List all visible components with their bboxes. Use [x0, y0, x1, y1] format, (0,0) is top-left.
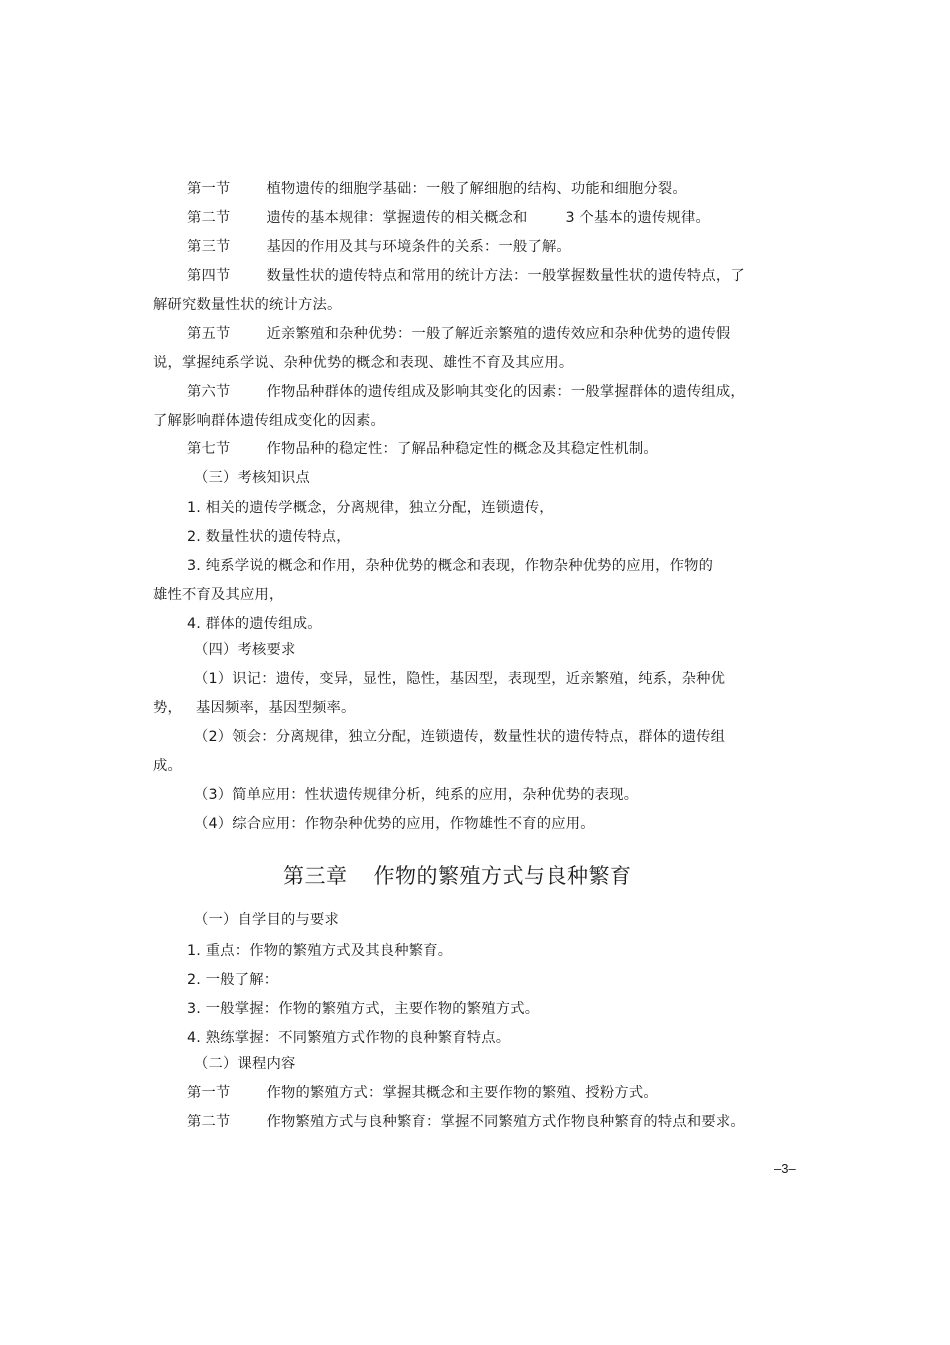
- page-number: –3–: [774, 1161, 796, 1176]
- section-label: 第二节: [187, 210, 231, 226]
- section-3-line: [187, 237, 571, 257]
- chapter-heading: [283, 862, 632, 890]
- requirement-1: （1）识记：遗传，变异，显性，隐性，基因型，表现型，近亲繁殖，纯系，杂种优: [194, 671, 726, 687]
- section-text: 作物品种的稳定性：了解品种稳定性的概念及其稳定性机制。: [266, 441, 658, 457]
- section-label: 第二节: [187, 1114, 231, 1130]
- section-label: 第六节: [187, 384, 231, 400]
- section-text: 数量性状的遗传特点和常用的统计方法：一般掌握数量性状的遗传特点，了: [266, 268, 745, 284]
- goal-item-2: 2. 一般了解：: [187, 972, 279, 988]
- section-text: 作物繁殖方式与良种繁育：掌握不同繁殖方式作物良种繁育的特点和要求。: [266, 1114, 745, 1130]
- section-label: 第七节: [187, 441, 231, 457]
- requirement-1-fragment: 基因频率，基因型频率。: [196, 700, 356, 716]
- chapter-title: 作物的繁殖方式与良种繁育: [373, 864, 632, 888]
- knowledge-item-3-continuation: 雄性不育及其应用，: [153, 587, 284, 603]
- section-label: 第四节: [187, 268, 231, 284]
- requirement-2: （2）领会：分离规律，独立分配，连锁遗传，数量性状的遗传特点，群体的遗传组: [194, 729, 726, 745]
- section-6-line: [187, 382, 745, 402]
- knowledge-item-2: 2. 数量性状的遗传特点，: [187, 529, 351, 545]
- course-section-2: [187, 1112, 745, 1132]
- requirement-3: （3）简单应用：性状遗传规律分析，纯系的应用，杂种优势的表现。: [194, 787, 639, 803]
- section-2-line: [187, 208, 710, 228]
- section-text: 作物的繁殖方式：掌握其概念和主要作物的繁殖、授粉方式。: [266, 1085, 658, 1101]
- section-text: 作物品种群体的遗传组成及影响其变化的因素：一般掌握群体的遗传组成，: [266, 384, 745, 400]
- knowledge-item-1: 1. 相关的遗传学概念，分离规律，独立分配，连锁遗传，: [187, 500, 554, 516]
- heading-knowledge-points: （三）考核知识点: [194, 470, 310, 486]
- section-6-continuation: 了解影响群体遗传组成变化的因素。: [153, 413, 385, 429]
- section-7-line: [187, 439, 658, 459]
- heading-course-content: （二）课程内容: [194, 1056, 296, 1072]
- chapter-number: 第三章: [283, 864, 348, 888]
- heading-study-goals: （一）自学目的与要求: [194, 912, 339, 928]
- course-section-1: [187, 1083, 658, 1103]
- heading-requirements: （四）考核要求: [194, 642, 296, 658]
- requirement-1-continuation: [153, 698, 355, 718]
- requirement-2-continuation: 成。: [153, 758, 182, 774]
- requirement-1-fragment: 势，: [153, 700, 182, 716]
- section-text: 近亲繁殖和杂种优势：一般了解近亲繁殖的遗传效应和杂种优势的遗传假: [266, 326, 731, 342]
- knowledge-item-4: 4. 群体的遗传组成。: [187, 616, 322, 632]
- section-text: 遗传的基本规律：掌握遗传的相关概念和: [266, 210, 528, 226]
- section-5-line: [187, 324, 730, 344]
- goal-item-4: 4. 熟练掌握：不同繁殖方式作物的良种繁育特点。: [187, 1030, 511, 1046]
- requirement-4: （4）综合应用：作物杂种优势的应用，作物雄性不育的应用。: [194, 816, 595, 832]
- section-text: 3 个基本的遗传规律。: [565, 210, 710, 226]
- section-label: 第三节: [187, 239, 231, 255]
- section-4-continuation: 解研究数量性状的统计方法。: [153, 297, 342, 313]
- section-text: 植物遗传的细胞学基础：一般了解细胞的结构、功能和细胞分裂。: [266, 181, 687, 197]
- goal-item-3: 3. 一般掌握：作物的繁殖方式，主要作物的繁殖方式。: [187, 1001, 540, 1017]
- section-4-line: [187, 266, 745, 286]
- knowledge-item-3: 3. 纯系学说的概念和作用，杂种优势的概念和表现，作物杂种优势的应用，作物的: [187, 558, 714, 574]
- goal-item-1: 1. 重点：作物的繁殖方式及其良种繁育。: [187, 943, 453, 959]
- section-label: 第五节: [187, 326, 231, 342]
- section-5-continuation: 说，掌握纯系学说、杂种优势的概念和表现、雄性不育及其应用。: [153, 355, 574, 371]
- section-label: 第一节: [187, 1085, 231, 1101]
- section-1-line: [187, 179, 687, 199]
- section-text: 基因的作用及其与环境条件的关系：一般了解。: [266, 239, 571, 255]
- section-label: 第一节: [187, 181, 231, 197]
